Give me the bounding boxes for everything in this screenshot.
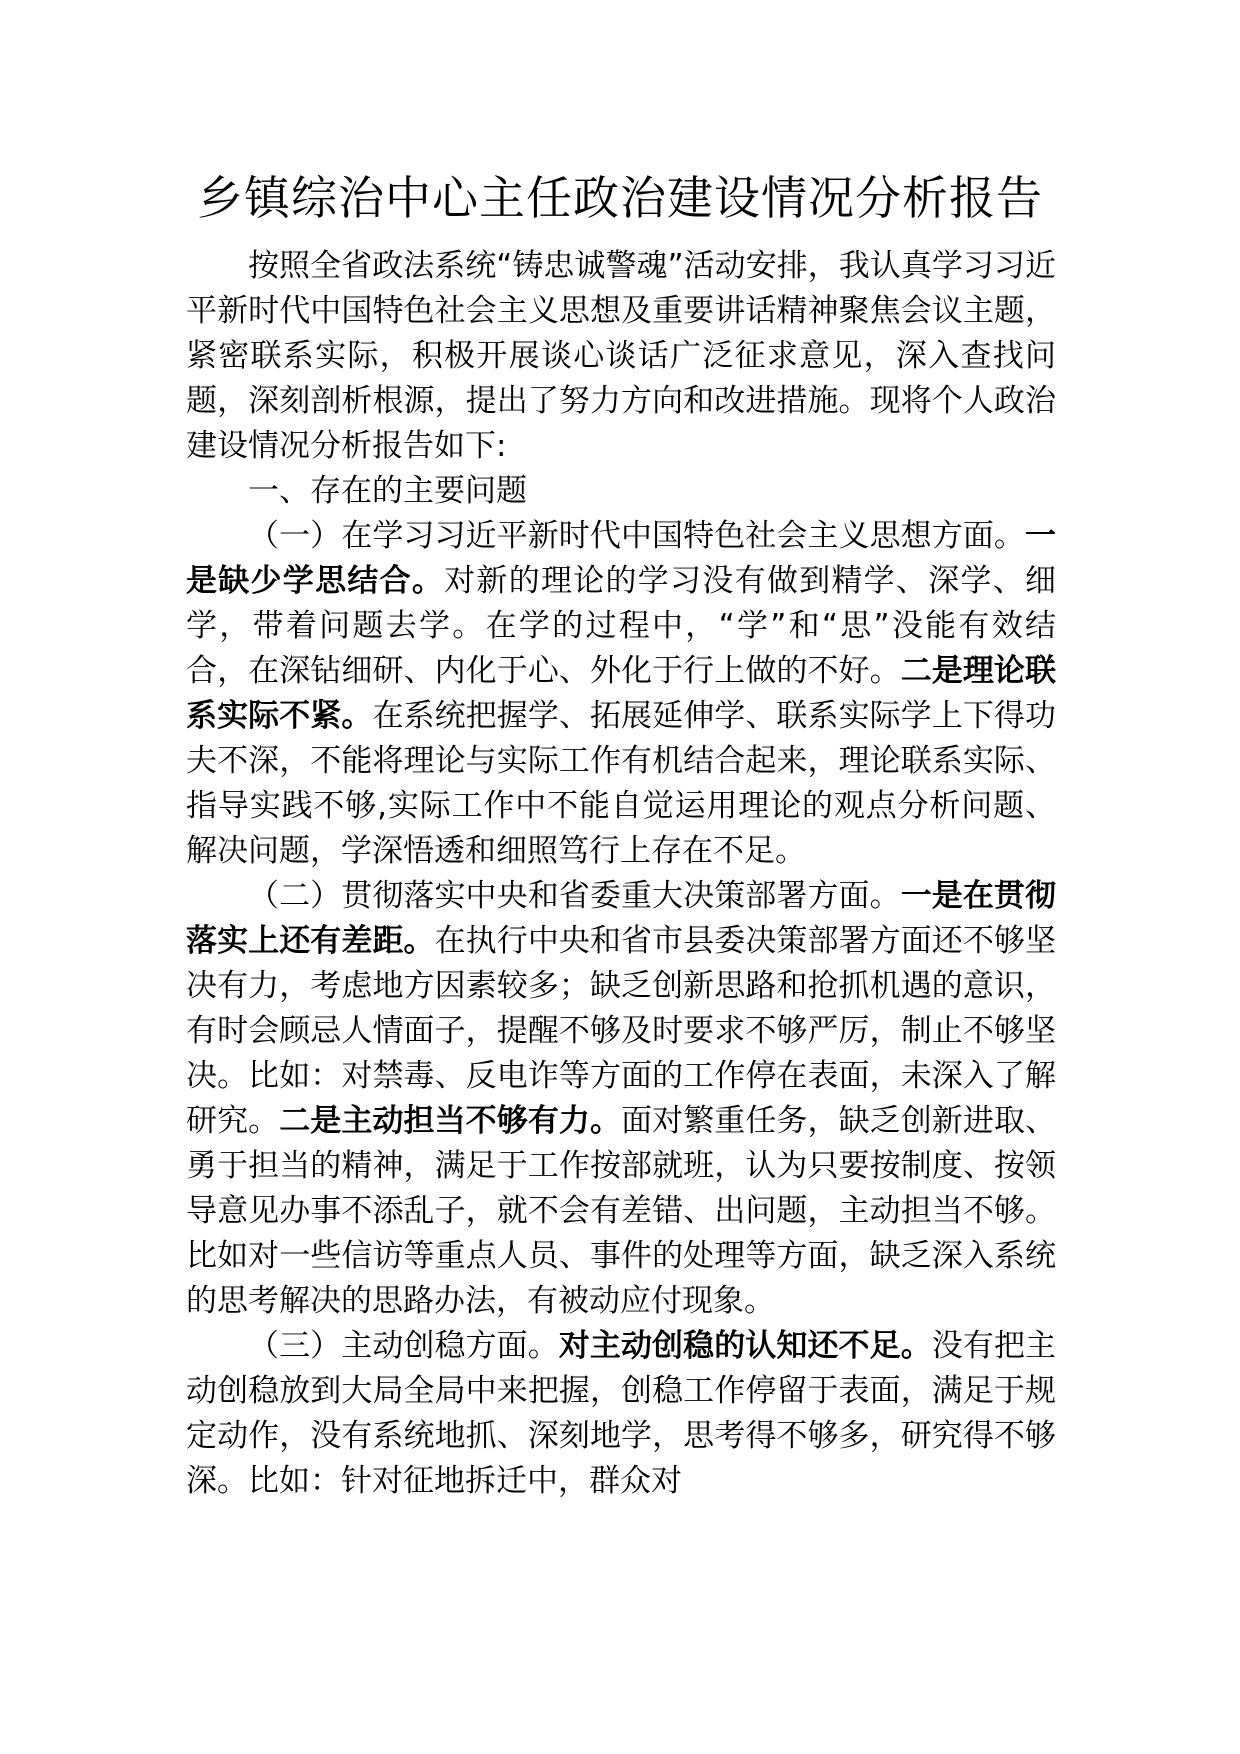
paragraph-theory-study [186,514,1056,874]
paragraph-policy-implementation [186,874,1056,1324]
document-title: 乡镇综治中心主任政治建设情况分析报告 [197,171,1043,225]
point-text: 对新的理论的学习没有做到精学、深学、细学，带着问题去学。在学的过程中，“学”和“思”没能有效结合，在深钻细研、内化于心、外化于行上做的不好。 [186,563,1057,689]
subsection-lead: （一）在学习习近平新时代中国特色社会主义思想方面。 [248,518,1025,554]
bold-point: 二是主动担当不够有力。 [279,1103,622,1139]
paragraph-stability [186,1324,1056,1504]
point-text: 面对繁重任务，缺乏创新进取、勇于担当的精神，满足于工作按部就班，认为只要按制度、按领导意见办事不添乱子，就不会有差错、出问题，主动担当不够。比如对一些信访等重点人员、事件的处理等方面，缺乏深入系统的思考解决的思路办法，有被动应付现象。 [186,1103,1057,1319]
point-text: 在执行中央和省市县委决策部署方面还不够坚决有力，考虑地方因素较多；缺乏创新思路和抢抓机遇的意识，有时会顾忌人情面子，提醒不够及时要求不够严厉，制止不够坚决。比如：对禁毒、反电诈等方面的工作停在表面，未深入了解研究。 [186,923,1056,1139]
bold-point: 二是理论联系实际不紧。 [186,653,1056,734]
intro-paragraph: 按照全省政法系统“铸忠诚警魂”活动安排，我认真学习习近平新时代中国特色社会主义思想及重要讲话精神聚焦会议主题，紧密联系实际，积极开展谈心谈话广泛征求意见，深入查找问题，深刻剖析根源，提出了努力方向和改进措施。现将个人政治建设情况分析报告如下: [186,248,1056,464]
section-heading-problems: 一、存在的主要问题 [248,473,527,509]
point-text: 在系统把握学、拓展延伸学、联系实际学上下得功夫不深，不能将理论与实际工作有机结合起来，理论联系实际、指导实践不够,实际工作中不能自觉运用理论的观点分析问题、解决问题，学深悟透和细照笃行上存在不足。 [186,698,1057,869]
bold-point: 对主动创稳的认知还不足。 [558,1328,932,1364]
bold-point: 一是在贯彻落实上还有差距。 [186,878,1057,959]
subsection-lead: （三）主动创稳方面。 [248,1328,559,1364]
subsection-lead: （二）贯彻落实中央和省委重大决策部署方面。 [248,878,901,914]
point-text: 没有把主动创稳放到大局全局中来把握，创稳工作停留于表面，满足于规定动作，没有系统地抓、深刻地学，思考得不够多，研究得不够深。比如：针对征地拆迁中，群众对 [186,1328,1057,1499]
bold-point: 一是缺少学思结合。 [186,518,1056,599]
document-body [186,244,1056,1504]
